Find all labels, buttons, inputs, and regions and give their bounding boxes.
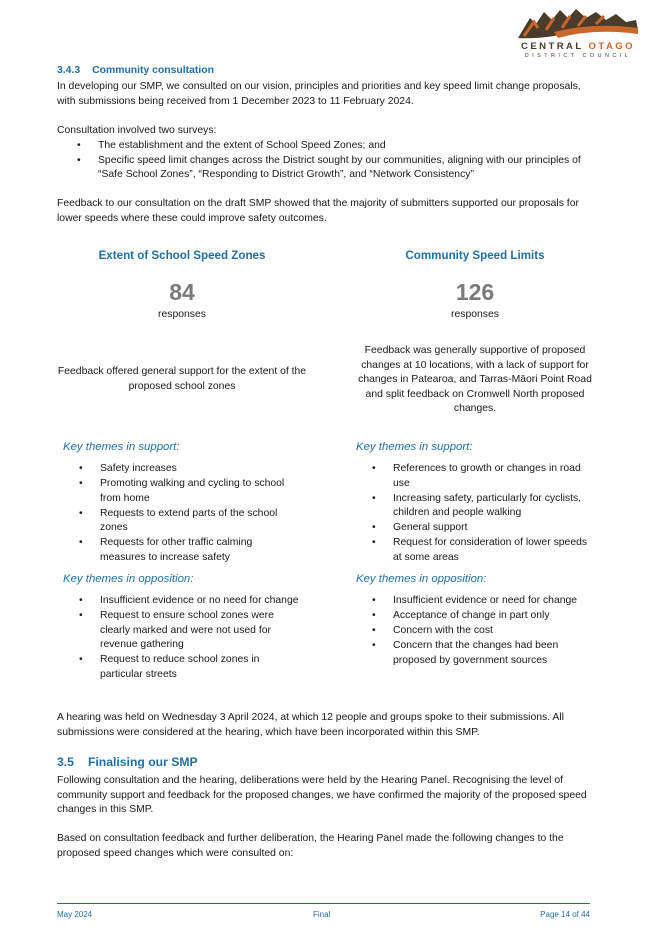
intro-paragraph: In developing our SMP, we consulted on our vision, principles and priorities and key speed limit change proposals, with submissions being received from 1 December 2023 to 11 February 2024.: [57, 81, 581, 107]
logo-name-accent: OTAGO: [588, 41, 635, 52]
school-zones-opposition-heading: Key themes in opposition:: [63, 573, 194, 585]
school-zones-count-label: responses: [158, 309, 206, 320]
section-title: Community consultation: [92, 65, 214, 76]
speed-limits-count: 126: [455, 279, 495, 305]
footer-status: Final: [313, 910, 331, 919]
list-item: • Increasing safety, particularly for cyclists, children and people walking: [356, 492, 596, 521]
school-zones-support-heading: Key themes in support:: [63, 441, 180, 453]
speed-limits-opposition-list: [356, 594, 596, 669]
footer-page-number: Page 14 of 44: [540, 910, 590, 919]
section-2-title: Finalising our SMP: [87, 755, 198, 769]
list-item: • References to growth or changes in road use: [356, 462, 596, 491]
speed-limits-description: Feedback was generally supportive of proposed changes at 10 locations, with a lack of support for changes in Patearoa, and Tarras-Māori Point Road and split feedback on Cromwell North proposed changes.: [358, 345, 592, 415]
section-2-heading: [57, 755, 198, 770]
finalising-paragraph: Following consultation and the hearing, deliberations were held by the Hearing Panel. Recognising the level of community support and feedback for the proposed changes, we have confirmed the majority of the proposed speed changes in this SMP.: [57, 775, 587, 816]
hearing-paragraph: A hearing was held on Wednesday 3 April 2024, at which 12 people and groups spoke to their submissions. All submissions were considered at the hearing, which have been incorporated within this SMP.: [57, 712, 564, 738]
list-item: • Acceptance of change in part only: [356, 609, 596, 624]
list-item: • Requests to extend parts of the school zones: [63, 507, 299, 536]
surveys-list: [57, 139, 590, 183]
list-item: • Request for consideration of lower speeds at some areas: [356, 536, 596, 565]
logo-subtitle: DISTRICT COUNCIL: [524, 53, 632, 59]
surveys-paragraph: Consultation involved two surveys:: [57, 125, 217, 136]
school-zones-count: 84: [169, 279, 195, 305]
list-item: • Insufficient evidence or need for change: [356, 594, 596, 609]
section-2-number: 3.5: [57, 755, 74, 769]
speed-limits-title: Community Speed Limits: [405, 249, 545, 262]
speed-limits-count-label: responses: [451, 309, 499, 320]
section-number: 3.4.3: [57, 65, 81, 76]
footer-divider: [57, 903, 590, 904]
list-item: • Concern with the cost: [356, 624, 596, 639]
list-item: • Insufficient evidence or no need for change: [63, 594, 299, 609]
section-heading: [57, 64, 214, 79]
list-item: • Request to ensure school zones were clearly marked and were not used for revenue gathering: [63, 609, 299, 653]
list-item: • Requests for other traffic calming measures to increase safety: [63, 536, 299, 565]
speed-limits-support-list: [356, 462, 596, 566]
logo-name-main: CENTRAL: [520, 41, 584, 52]
list-item: • The establishment and the extent of School Speed Zones; and: [57, 139, 590, 154]
school-zones-opposition-list: [63, 594, 299, 683]
changes-paragraph: Based on consultation feedback and further deliberation, the Hearing Panel made the following changes to the proposed speed changes which were consulted on:: [57, 833, 564, 859]
footer-date: May 2024: [57, 910, 93, 919]
speed-limits-support-heading: Key themes in support:: [356, 441, 473, 453]
list-item: • General support: [356, 521, 596, 536]
feedback-paragraph: Feedback to our consultation on the draft SMP showed that the majority of submitters supported our proposals for lower speeds where these could improve safety outcomes.: [57, 198, 579, 224]
school-zones-title: Extent of School Speed Zones: [98, 249, 266, 262]
school-zones-support-list: [63, 462, 299, 566]
council-logo-wordmark: [516, 42, 640, 60]
list-item: • Safety increases: [63, 462, 299, 477]
list-item: • Specific speed limit changes across the District sought by our communities, aligning with our principles of “Safe School Zones”, “Responding to District Growth”, and “Network Consistency”: [57, 154, 590, 183]
list-item: • Promoting walking and cycling to school from home: [63, 477, 299, 506]
list-item: • Concern that the changes had been proposed by government sources: [356, 639, 596, 668]
speed-limits-opposition-heading: Key themes in opposition:: [356, 573, 487, 585]
list-item: • Request to reduce school zones in particular streets: [63, 653, 299, 682]
school-zones-description: Feedback offered general support for the extent of the proposed school zones: [57, 366, 307, 392]
